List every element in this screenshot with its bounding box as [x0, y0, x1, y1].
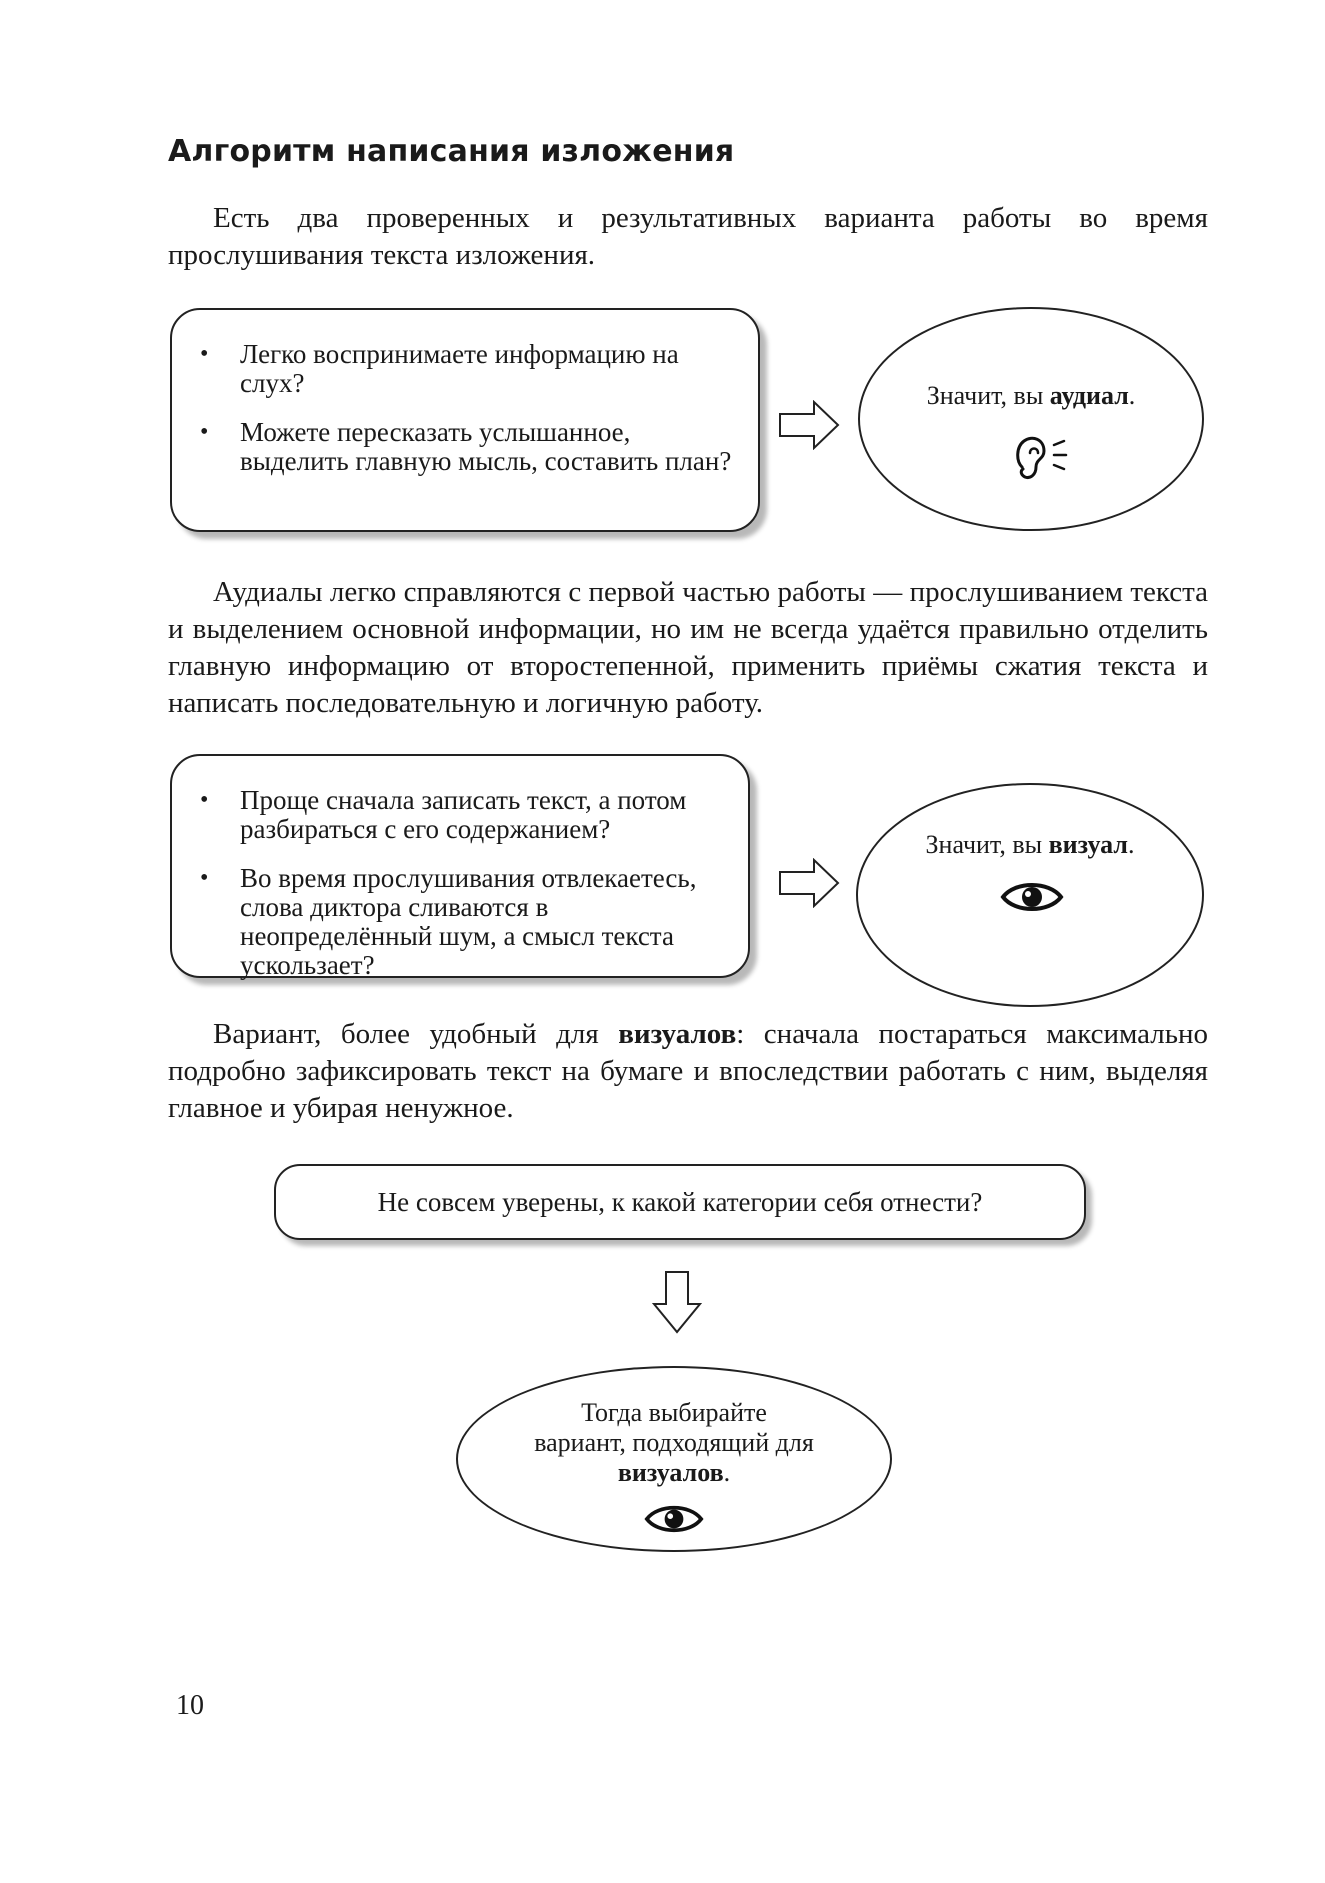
auditory-result-text: Значит, вы аудиал. [926, 381, 1136, 410]
right-arrow-icon [778, 858, 840, 908]
section-heading: Алгоритм написания изложения [168, 134, 735, 169]
visual-questions-box [170, 754, 750, 978]
eye-icon [1000, 877, 1064, 917]
auditory-questions-list [192, 340, 734, 476]
auditory-question-1: • Легко воспринимаете информацию на слух? [192, 340, 734, 398]
right-arrow-icon [778, 400, 840, 450]
unsure-result-ellipse [456, 1366, 892, 1552]
visual-question-2: • Во время прослушивания отвлекаетесь, слова диктора сливаются в неопределённый шум, а смысл текста ускользает? [192, 864, 724, 980]
visual-result-ellipse [856, 783, 1204, 1007]
auditory-questions-box [170, 308, 760, 532]
auditory-question-2: • Можете пересказать услышанное, выделить главную мысль, составить план? [192, 418, 734, 476]
visual-question-1: • Проще сначала записать текст, а потом разбираться с его содержанием? [192, 786, 724, 844]
auditory-result-ellipse [858, 307, 1204, 531]
intro-paragraph: Есть два проверенных и результативных варианта работы во время прослушивания текста изложения. [168, 202, 1208, 271]
ear-icon [1010, 431, 1074, 483]
unsure-question-box: Не совсем уверены, к какой категории себя отнести? [274, 1164, 1086, 1240]
unsure-answer-line2: вариант, подходящий для [534, 1428, 814, 1457]
page-number: 10 [176, 1690, 204, 1721]
visual-questions-list [192, 786, 724, 980]
visual-paragraph: Вариант, более удобный для визуалов: сначала постараться максимально подробно зафиксировать текст на бумаге и впоследствии работать с ним, выделяя главное и убирая ненужное. [168, 1018, 1208, 1124]
down-arrow-icon [652, 1270, 702, 1334]
auditory-paragraph: Аудиалы легко справляются с первой частью работы — прослушиванием текста и выделением основной информации, но им не всегда удаётся правильно отделить главную информацию от второстепенной, применить приёмы сжатия текста и написать последовательную и логичную работу. [168, 576, 1208, 719]
unsure-answer-line3: визуалов. [617, 1458, 731, 1487]
eye-icon [644, 1500, 704, 1538]
unsure-answer-line1: Тогда выбирайте [581, 1398, 767, 1427]
visual-result-text: Значит, вы визуал. [925, 830, 1135, 859]
